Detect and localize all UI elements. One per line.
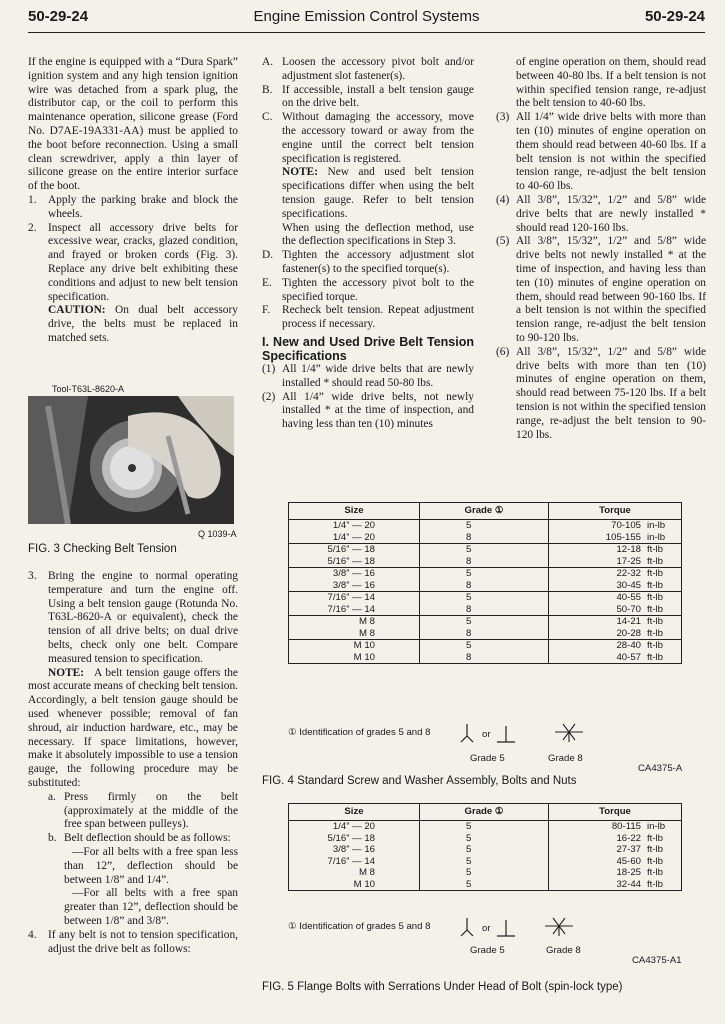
torque-cell	[549, 544, 682, 556]
col-header-size-2: Size	[289, 804, 420, 821]
torque-unit: ft-lb	[647, 544, 663, 555]
table-row	[289, 821, 682, 833]
table-row	[289, 616, 682, 628]
spec-2-continued: of engine operation on them, should read between 40-80 lbs. If a belt tension is not within specified tension range, re-adjust the belt tension to 40-60 lbs.	[516, 56, 706, 110]
torque-unit: in-lb	[647, 520, 666, 531]
torque-value: 50-70	[616, 603, 641, 615]
or-text-2: or	[482, 923, 491, 934]
grade-cell: 5	[420, 856, 549, 868]
note-text: A belt tension gauge offers the most accurate means of checking belt tension. Accordingly, a belt tension gauge should be used whenever possible; removal of fan shroud, air induction hardware, etc., may be necessary. If space limitations, however, make it absolutely impossible to use a tension gauge, the following procedure may be substituted:	[28, 666, 238, 789]
size-cell: M 10	[289, 879, 420, 891]
size-cell: M 8	[289, 867, 420, 879]
torque-cell	[549, 856, 682, 868]
belt-gauge-illustration	[28, 396, 234, 524]
grade-cell: 5	[420, 544, 549, 556]
size-cell: 1/4” — 20	[289, 520, 420, 532]
deflection-less-12: —For all belts with a free span less than 12”, deflection should be between 1/8” and 1/4”.	[64, 845, 238, 886]
grade-cell: 5	[420, 867, 549, 879]
torque-value: 27-37	[616, 844, 641, 855]
torque-value: 22-32	[616, 568, 641, 579]
grade8-label-1: Grade 8	[548, 753, 583, 764]
torque-unit: ft-lb	[647, 640, 663, 651]
torque-value: 80-115	[611, 821, 641, 832]
grade-cell: 5	[420, 879, 549, 891]
torque-value: 18-25	[616, 867, 641, 878]
grade-cell: 8	[420, 628, 549, 640]
col-header-grade: Grade ①	[420, 503, 549, 520]
page-number-left: 50-29-24	[28, 8, 89, 25]
size-cell: M 8	[289, 628, 420, 640]
spec-5: (5) All 3/8”, 15/32”, 1/2” and 5/8” wide drive belts not newly installed * at the time of inspection, and having less than ten (10) minutes of engine operation on them, should read between 90-160 lbs. If a belt tension is not within the specified tension range, re-adjust the belt tension to 90-120 lbs.	[496, 235, 706, 344]
table-row	[289, 640, 682, 652]
torque-unit: in-lb	[647, 531, 666, 543]
grade-marks-1	[455, 720, 595, 746]
torque-value: 28-40	[616, 640, 641, 651]
substep-b: b. Belt deflection should be as follows:	[48, 832, 231, 845]
size-cell: M 10	[289, 640, 420, 652]
table-row	[289, 532, 682, 544]
torque-unit: ft-lb	[647, 844, 663, 855]
size-cell: 5/16” — 18	[289, 833, 420, 845]
page-title: Engine Emission Control Systems	[253, 8, 480, 25]
size-cell: M 10	[289, 652, 420, 664]
column-left	[28, 56, 238, 346]
grade-cell: 8	[420, 532, 549, 544]
torque-cell	[549, 867, 682, 879]
torque-value: 40-55	[616, 592, 641, 603]
spec-6: (6) All 3/8”, 15/32”, 1/2” and 5/8” wide drive belts with more than ten (10) minutes of engine operation on them, should read between 75-120 lbs. If a belt tension is not within the specified tension range, re-adjust the belt tension to 90-120 lbs.	[496, 345, 706, 441]
torque-unit: ft-lb	[647, 855, 663, 867]
spec-4: (4) All 3/8”, 15/32”, 1/2” and 5/8” wide drive belts that are newly installed * should read 120-160 lbs.	[496, 193, 706, 234]
col-header-torque: Torque	[549, 503, 682, 520]
grade-cell: 5	[420, 616, 549, 628]
step-F: F. Recheck belt tension. Repeat adjustment process if necessary.	[262, 304, 474, 331]
table-row	[289, 556, 682, 568]
substep-a: a. Press firmly on the belt (approximately at the middle of the free span between pulleys).	[48, 790, 238, 831]
torque-value: 45-60	[616, 855, 641, 867]
torque-unit: in-lb	[647, 821, 666, 832]
caution-label: CAUTION:	[48, 304, 106, 317]
step-3: 3. Bring the engine to normal operating temperature and turn the engine off. Using a belt tension gauge (Rotunda No. T63L-8620-A or equivalent), check the tension of all drive belts; on dual drive belts, check only one belt. Compare measured tension to specification. NOTE:	[28, 570, 238, 679]
table-row	[289, 604, 682, 616]
torque-value: 16-22	[616, 832, 641, 844]
step-D: D. Tighten the accessory adjustment slot fastener(s) to the specified torque(s).	[262, 249, 474, 275]
step-A: A. Loosen the accessory pivot bolt and/or adjustment slot fastener(s).	[262, 56, 474, 82]
grade-cell: 8	[420, 604, 549, 616]
col-header-torque-2: Torque	[549, 804, 682, 821]
table-row	[289, 879, 682, 891]
tool-label: Tool-T63L-8620-A	[52, 384, 125, 394]
grade8-label-2: Grade 8	[546, 945, 581, 956]
size-cell: 5/16” — 18	[289, 556, 420, 568]
size-cell: 3/8” — 16	[289, 844, 420, 856]
size-cell: 7/16” — 14	[289, 592, 420, 604]
torque-cell	[549, 628, 682, 640]
torque-cell	[549, 532, 682, 544]
table-row	[289, 628, 682, 640]
section-title: I. New and Used Drive Belt Tension Specifications	[262, 334, 474, 363]
torque-value: 14-21	[616, 616, 641, 627]
size-cell: 3/8” — 16	[289, 568, 420, 580]
grade5-label-2: Grade 5	[470, 945, 505, 956]
table-row	[289, 520, 682, 532]
figure-code-2: CA4375-A1	[632, 955, 682, 966]
grade-cell: 5	[420, 520, 549, 532]
col-header-grade-2: Grade ①	[420, 804, 549, 821]
size-cell: 1/4” — 20	[289, 532, 420, 544]
torque-cell	[549, 640, 682, 652]
step-4: 4. If any belt is not to tension specification, adjust the drive belt as follows:	[28, 928, 238, 955]
grade-cell: 5	[420, 592, 549, 604]
torque-unit: ft-lb	[647, 592, 663, 603]
torque-unit: ft-lb	[647, 603, 663, 615]
size-cell: 1/4” — 20	[289, 821, 420, 833]
table-row	[289, 856, 682, 868]
torque-cell	[549, 821, 682, 833]
table-row	[289, 580, 682, 592]
photo-code: Q 1039-A	[198, 529, 237, 539]
torque-table-fig5	[288, 803, 682, 891]
torque-unit: ft-lb	[647, 616, 663, 627]
torque-unit: ft-lb	[647, 878, 663, 890]
column-middle	[262, 56, 474, 432]
torque-value: 32-44	[616, 878, 641, 890]
column-left-lower	[28, 570, 238, 956]
torque-unit: ft-lb	[647, 867, 663, 878]
torque-value: 20-28	[616, 627, 641, 639]
torque-unit: ft-lb	[647, 555, 663, 567]
intro-paragraph: If the engine is equipped with a “Dura Spark” ignition system and any high tension ignition wire was detached from a spark plug, the distributor cap, or the coil to perform this maintenance operation, silicone grease (Ford No. D7AE-19A331-AA) must be applied to the boot before reconnection. Using a small clean screwdriver, apply a thin layer of silicone grease on the entire interior surface of the boot.	[28, 56, 238, 193]
grade-cell: 5	[420, 568, 549, 580]
step-1: 1. Apply the parking brake and block the wheels.	[28, 193, 238, 220]
grade5-label-1: Grade 5	[470, 753, 505, 764]
page-number-right: 50-29-24	[644, 8, 705, 25]
torque-value: 70-105	[611, 520, 641, 531]
note-label-2: NOTE:	[282, 166, 319, 179]
table-row	[289, 568, 682, 580]
grade-footnote-1: ① Identification of grades 5 and 8	[288, 727, 431, 738]
belt-tension-photo	[28, 396, 234, 524]
step-C: C. Without damaging the accessory, move the accessory toward or away from the engine until the correct belt tension specification is registered. NOTE: New and used belt tension specifications differ when using the belt tension gauge. Refer to belt tension specifications. When using the deflection method, use the deflection specifications in Step 3.	[262, 111, 474, 248]
torque-cell	[549, 879, 682, 891]
table-row	[289, 652, 682, 664]
step-B: B. If accessible, install a belt tension gauge on the drive belt.	[262, 83, 474, 110]
size-cell: 3/8” — 16	[289, 580, 420, 592]
torque-value: 17-25	[616, 555, 641, 567]
torque-unit: ft-lb	[647, 832, 663, 844]
page-header	[28, 10, 705, 33]
or-text-1: or	[482, 729, 491, 740]
grade-cell: 5	[420, 640, 549, 652]
grade-marks-2	[455, 914, 595, 940]
table-row	[289, 844, 682, 856]
torque-unit: ft-lb	[647, 579, 663, 591]
step-E: E. Tighten the accessory pivot bolt to the specified torque.	[262, 276, 474, 303]
table-row	[289, 833, 682, 845]
torque-cell	[549, 616, 682, 628]
fig3-caption: FIG. 3 Checking Belt Tension	[28, 543, 177, 555]
torque-unit: ft-lb	[647, 627, 663, 639]
col-header-size: Size	[289, 503, 420, 520]
torque-cell	[549, 833, 682, 845]
spec-1: (1) All 1/4” wide drive belts that are newly installed * should read 50-80 lbs.	[262, 362, 474, 389]
torque-table-fig4	[288, 502, 682, 664]
size-cell: 5/16” — 18	[289, 544, 420, 556]
grade-cell: 5	[420, 821, 549, 833]
torque-cell	[549, 568, 682, 580]
torque-cell	[549, 556, 682, 568]
grade-cell: 5	[420, 844, 549, 856]
torque-value: 12-18	[616, 544, 641, 555]
deflection-greater-12: —For all belts with a free span greater than 12”, deflection should be between 1/8” and 3/8”.	[64, 887, 238, 927]
grade-cell: 8	[420, 580, 549, 592]
table-row	[289, 592, 682, 604]
table-row	[289, 867, 682, 879]
torque-cell	[549, 592, 682, 604]
torque-cell	[549, 520, 682, 532]
torque-value: 40-57	[616, 651, 641, 663]
torque-unit: ft-lb	[647, 651, 663, 663]
column-right	[496, 56, 706, 442]
torque-value: 105-155	[605, 531, 641, 543]
spec-2: (2) All 1/4” wide drive belts, not newly installed * at the time of inspection, and having less than ten (10) minutes	[262, 390, 474, 431]
torque-cell	[549, 844, 682, 856]
step-2: 2. Inspect all accessory drive belts for excessive wear, cracks, glazed condition, and frayed or broken cords (Fig. 3). Replace any drive belt exhibiting these conditions and adjust to new belt tension specification. CAUTION: On dual belt accessory drive, the belts must be replaced in matched sets.	[28, 221, 238, 344]
size-cell: 7/16” — 14	[289, 856, 420, 868]
grade-cell: 8	[420, 652, 549, 664]
torque-cell	[549, 652, 682, 664]
grade-cell: 5	[420, 833, 549, 845]
size-cell: M 8	[289, 616, 420, 628]
grade-footnote-2: ① Identification of grades 5 and 8	[288, 921, 431, 932]
torque-unit: ft-lb	[647, 568, 663, 579]
torque-value: 30-45	[616, 579, 641, 591]
size-cell: 7/16” — 14	[289, 604, 420, 616]
note-label: NOTE:	[48, 666, 85, 679]
spec-3: (3) All 1/4” wide drive belts with more than ten (10) minutes of engine operation on them should read between 40-60 lbs. If a belt tension is not within the specified tension range, re-adjust the belt tension to 40-60 lbs.	[496, 111, 706, 193]
figure-code-1: CA4375-A	[638, 763, 683, 774]
grade-cell: 8	[420, 556, 549, 568]
fig5-caption: FIG. 5 Flange Bolts with Serrations Under Head of Bolt (spin-lock type)	[262, 981, 623, 993]
fig4-caption: FIG. 4 Standard Screw and Washer Assembly, Bolts and Nuts	[262, 775, 577, 787]
torque-cell	[549, 580, 682, 592]
table-row	[289, 544, 682, 556]
torque-cell	[549, 604, 682, 616]
